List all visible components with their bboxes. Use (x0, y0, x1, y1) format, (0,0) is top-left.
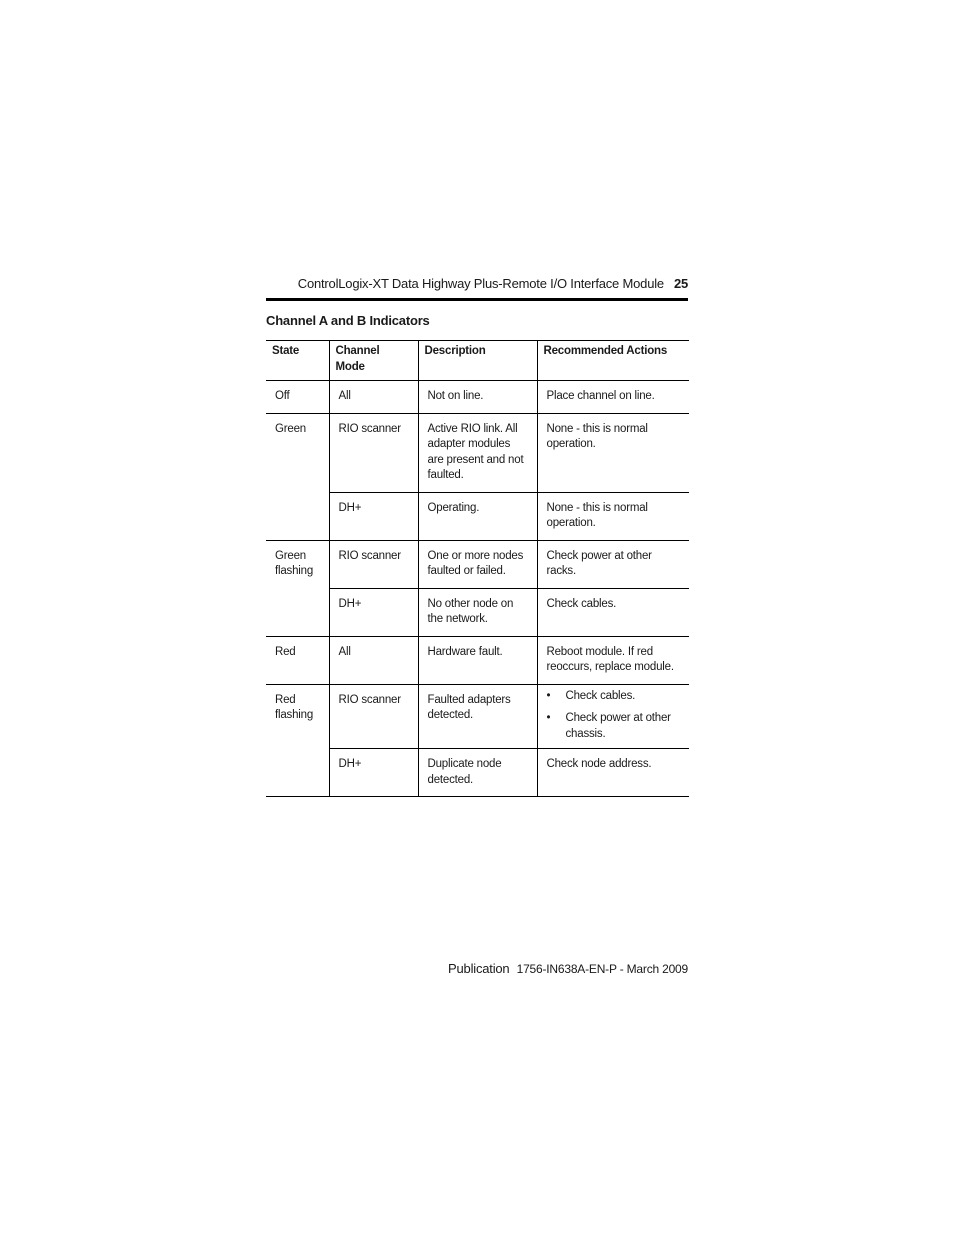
action-cell: Reboot module. If red reoccurs, replace module. (537, 636, 689, 684)
action-bullet-list (547, 689, 682, 743)
state-cell: Green (266, 413, 329, 540)
channel-mode-cell: DH+ (329, 492, 418, 540)
column-header-state: State (266, 341, 329, 381)
table-row (266, 588, 689, 636)
channel-mode-cell: RIO scanner (329, 540, 418, 588)
description-cell: One or more nodes faulted or failed. (418, 540, 537, 588)
column-header-recommended-actions: Recommended Actions (537, 341, 689, 381)
action-cell (537, 684, 689, 749)
description-cell: No other node on the network. (418, 588, 537, 636)
table-row (266, 492, 689, 540)
action-cell: Check cables. (537, 588, 689, 636)
column-header-channel-mode: Channel Mode (329, 341, 418, 381)
action-cell: Check power at other racks. (537, 540, 689, 588)
page-footer (266, 961, 688, 976)
description-cell: Faulted adapters detected. (418, 684, 537, 749)
channel-mode-cell: All (329, 636, 418, 684)
table-row (266, 540, 689, 588)
channel-mode-cell: RIO scanner (329, 684, 418, 749)
action-cell: Place channel on line. (537, 381, 689, 414)
state-cell: Off (266, 381, 329, 414)
running-header-title: ControlLogix-XT Data Highway Plus-Remote I/O Interface Module (297, 276, 664, 291)
table-row (266, 413, 689, 492)
state-cell: Green flashing (266, 540, 329, 636)
description-cell: Active RIO link. All adapter modules are present and not faulted. (418, 413, 537, 492)
publication-number: 1756-IN638A-EN-P - March 2009 (516, 962, 688, 976)
action-cell: Check node address. (537, 749, 689, 797)
description-cell: Not on line. (418, 381, 537, 414)
table-header-row (266, 341, 689, 381)
description-cell: Duplicate node detected. (418, 749, 537, 797)
running-header (266, 276, 688, 291)
description-cell: Operating. (418, 492, 537, 540)
action-bullet-item: • Check cables. (547, 689, 682, 705)
table-row (266, 749, 689, 797)
header-rule (266, 298, 688, 301)
channel-mode-cell: All (329, 381, 418, 414)
table-row (266, 684, 689, 749)
footer-label: Publication (448, 961, 510, 976)
state-cell: Red flashing (266, 684, 329, 797)
indicators-table (266, 340, 689, 797)
action-cell: None - this is normal operation. (537, 413, 689, 492)
section-title: Channel A and B Indicators (266, 313, 430, 328)
channel-mode-cell: DH+ (329, 749, 418, 797)
table-row (266, 381, 689, 414)
action-bullet-item: • Check power at other chassis. (547, 711, 682, 742)
description-cell: Hardware fault. (418, 636, 537, 684)
action-cell: None - this is normal operation. (537, 492, 689, 540)
channel-mode-cell: RIO scanner (329, 413, 418, 492)
page-number: 25 (673, 276, 688, 291)
column-header-description: Description (418, 341, 537, 381)
table-row (266, 636, 689, 684)
channel-mode-cell: DH+ (329, 588, 418, 636)
state-cell: Red (266, 636, 329, 684)
